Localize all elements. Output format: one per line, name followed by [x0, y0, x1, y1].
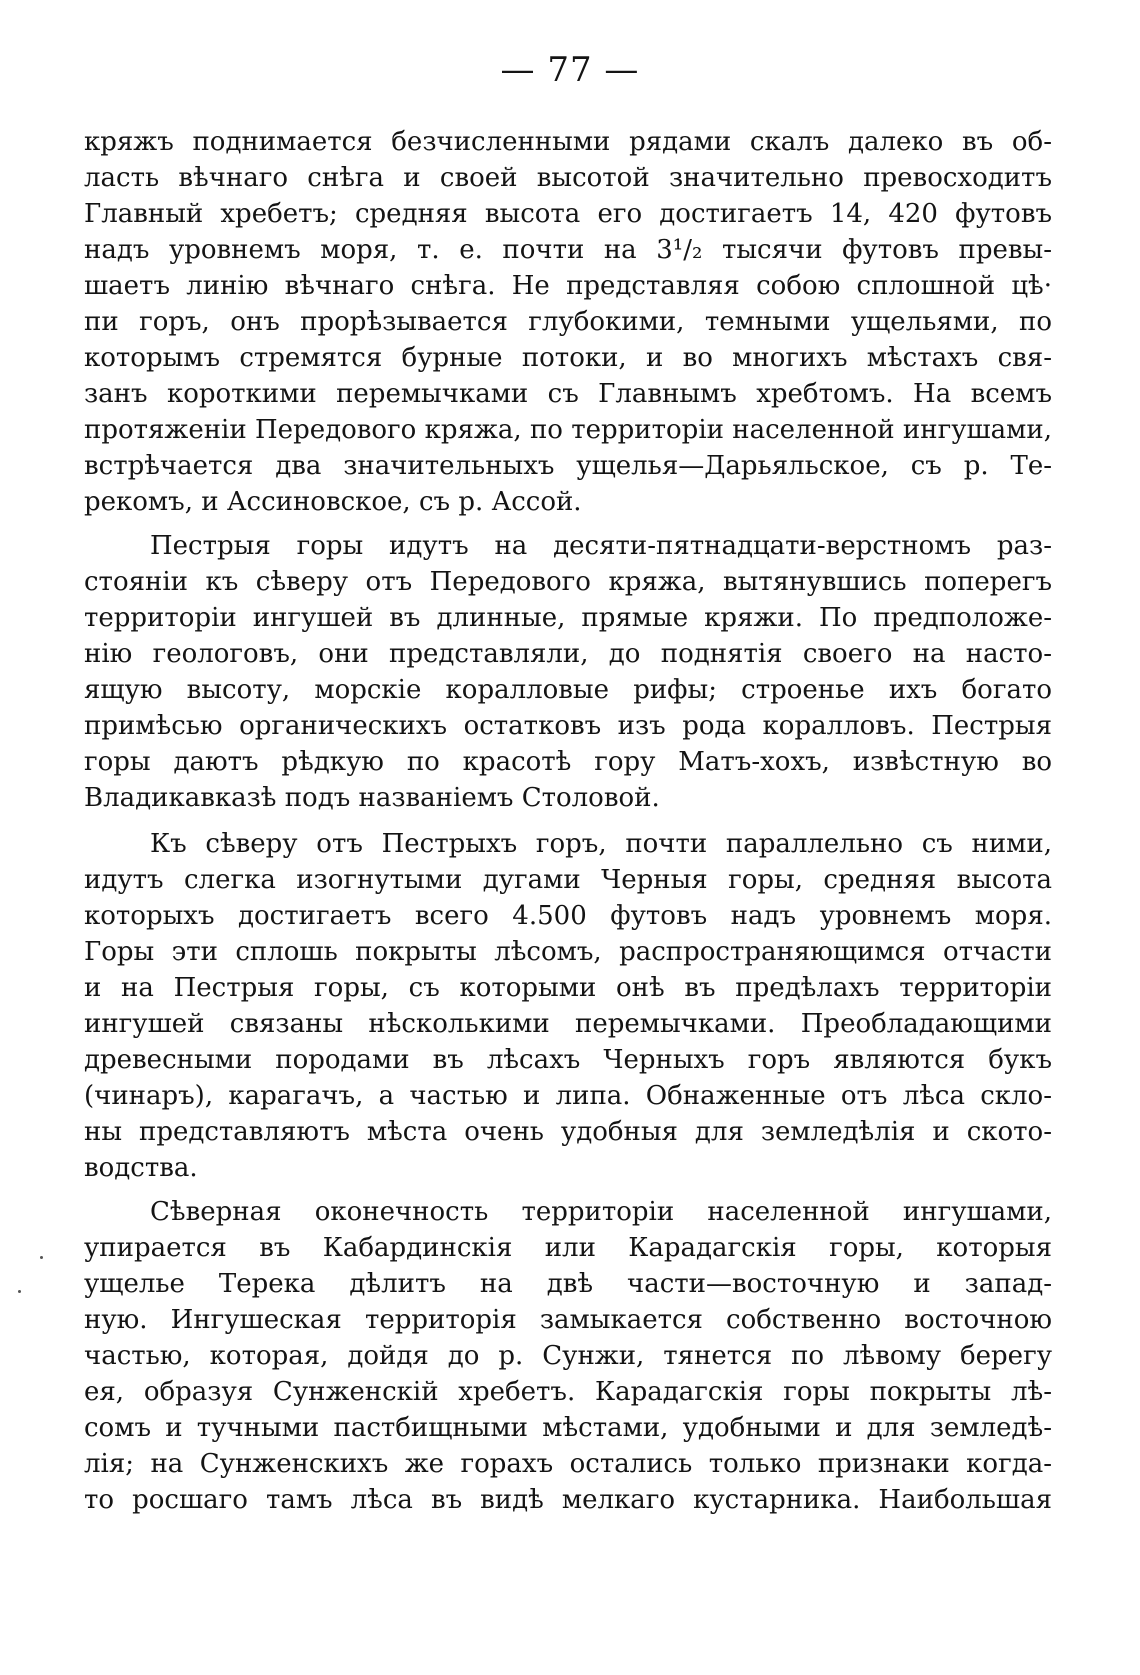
text-line: то росшаго тамъ лѣса въ видѣ мелкаго кустарника. Наибольшая — [84, 1485, 1052, 1515]
text-line: лія; на Сунженскихъ же горахъ остались только признаки когда- — [84, 1449, 1052, 1479]
text-line: Владикавказѣ подъ названіемъ Столовой. — [84, 783, 660, 813]
paragraph-2 — [84, 528, 1052, 816]
text-line: ингушей связаны нѣсколькими перемычками. Преобладающими — [84, 1009, 1052, 1039]
text-line: частью, которая, дойдя до р. Сунжи, тянется по лѣвому берегу — [84, 1341, 1052, 1371]
text-line: которыхъ достигаетъ всего 4.500 футовъ надъ уровнемъ моря. — [84, 901, 1052, 931]
text-line: сомъ и тучными пастбищными мѣстами, удобными и для земледѣ- — [84, 1413, 1052, 1443]
text-line: примѣсью органическихъ остатковъ изъ рода коралловъ. Пестрыя — [84, 711, 1052, 741]
text-line: идутъ слегка изогнутыми дугами Черныя горы, средняя высота — [84, 865, 1052, 895]
scan-speck — [18, 1290, 21, 1293]
page-number: — 77 — — [500, 50, 640, 90]
text-line: горы даютъ рѣдкую по красотѣ гору Матъ-хохъ, извѣстную во — [84, 747, 1052, 777]
text-line: пи горъ, онъ прорѣзывается глубокими, темными ущельями, по — [84, 307, 1052, 337]
text-line: Горы эти сплошь покрыты лѣсомъ, распространяющимся отчасти — [84, 937, 1052, 967]
text-line: древесными породами въ лѣсахъ Черныхъ горъ являются букъ — [84, 1045, 1052, 1075]
text-line: ласть вѣчнаго снѣга и своей высотой значительно превосходитъ — [84, 163, 1052, 193]
text-line: ущелье Терека дѣлитъ на двѣ части—восточную и запад- — [84, 1269, 1052, 1299]
text-line: Главный хребетъ; средняя высота его достигаетъ 14, 420 футовъ — [84, 199, 1052, 229]
text-line: упирается въ Кабардинскія или Карадагскія горы, которыя — [84, 1233, 1052, 1263]
text-line: (чинаръ), карагачъ, а частью и липа. Обнаженные отъ лѣса скло- — [84, 1081, 1052, 1111]
paragraph-1 — [84, 124, 1052, 520]
text-line: которымъ стремятся бурные потоки, и во многихъ мѣстахъ свя- — [84, 343, 1052, 373]
text-line: ны представляютъ мѣста очень удобныя для земледѣлія и ското- — [84, 1117, 1052, 1147]
text-line: шаетъ линію вѣчнаго снѣга. Не представляя собою сплошной цѣ· — [84, 271, 1052, 301]
text-line: протяженіи Передового кряжа, по территоріи населенной ингушами, — [84, 415, 1052, 445]
text-line: надъ уровнемъ моря, т. е. почти на 3¹/₂ тысячи футовъ превы- — [84, 235, 1052, 265]
paragraph-4 — [84, 1194, 1052, 1518]
text-line: занъ короткими перемычками съ Главнымъ хребтомъ. На всемъ — [84, 379, 1052, 409]
text-line: кряжъ поднимается безчисленными рядами скалъ далеко въ об- — [84, 127, 1052, 157]
text-line: ящую высоту, морскіе коралловые рифы; строенье ихъ богато — [84, 675, 1052, 705]
text-line: нію геологовъ, они представляли, до поднятія своего на насто- — [84, 639, 1052, 669]
text-line: ея, образуя Сунженскій хребетъ. Карадагскія горы покрыты лѣ- — [84, 1377, 1052, 1407]
text-line: ную. Ингушеская территорія замыкается собственно восточною — [84, 1305, 1052, 1335]
text-line: водства. — [84, 1153, 198, 1183]
text-line: встрѣчается два значительныхъ ущелья—Дарьяльское, съ р. Те- — [84, 451, 1052, 481]
paragraph-3 — [84, 826, 1052, 1186]
scan-speck — [40, 1256, 43, 1259]
text-line: Сѣверная оконечность территоріи населенной ингушами, — [150, 1197, 1052, 1227]
text-line: Къ сѣверу отъ Пестрыхъ горъ, почти параллельно съ ними, — [150, 829, 1052, 859]
text-line: стояніи къ сѣверу отъ Передового кряжа, вытянувшись поперегъ — [84, 567, 1052, 597]
text-line: территоріи ингушей въ длинные, прямые кряжи. По предположе- — [84, 603, 1052, 633]
text-line: Пестрыя горы идутъ на десяти-пятнадцати-верстномъ раз- — [150, 531, 1052, 561]
text-line: и на Пестрыя горы, съ которыми онѣ въ предѣлахъ территоріи — [84, 973, 1052, 1003]
text-line: рекомъ, и Ассиновское, съ р. Ассой. — [84, 487, 582, 517]
